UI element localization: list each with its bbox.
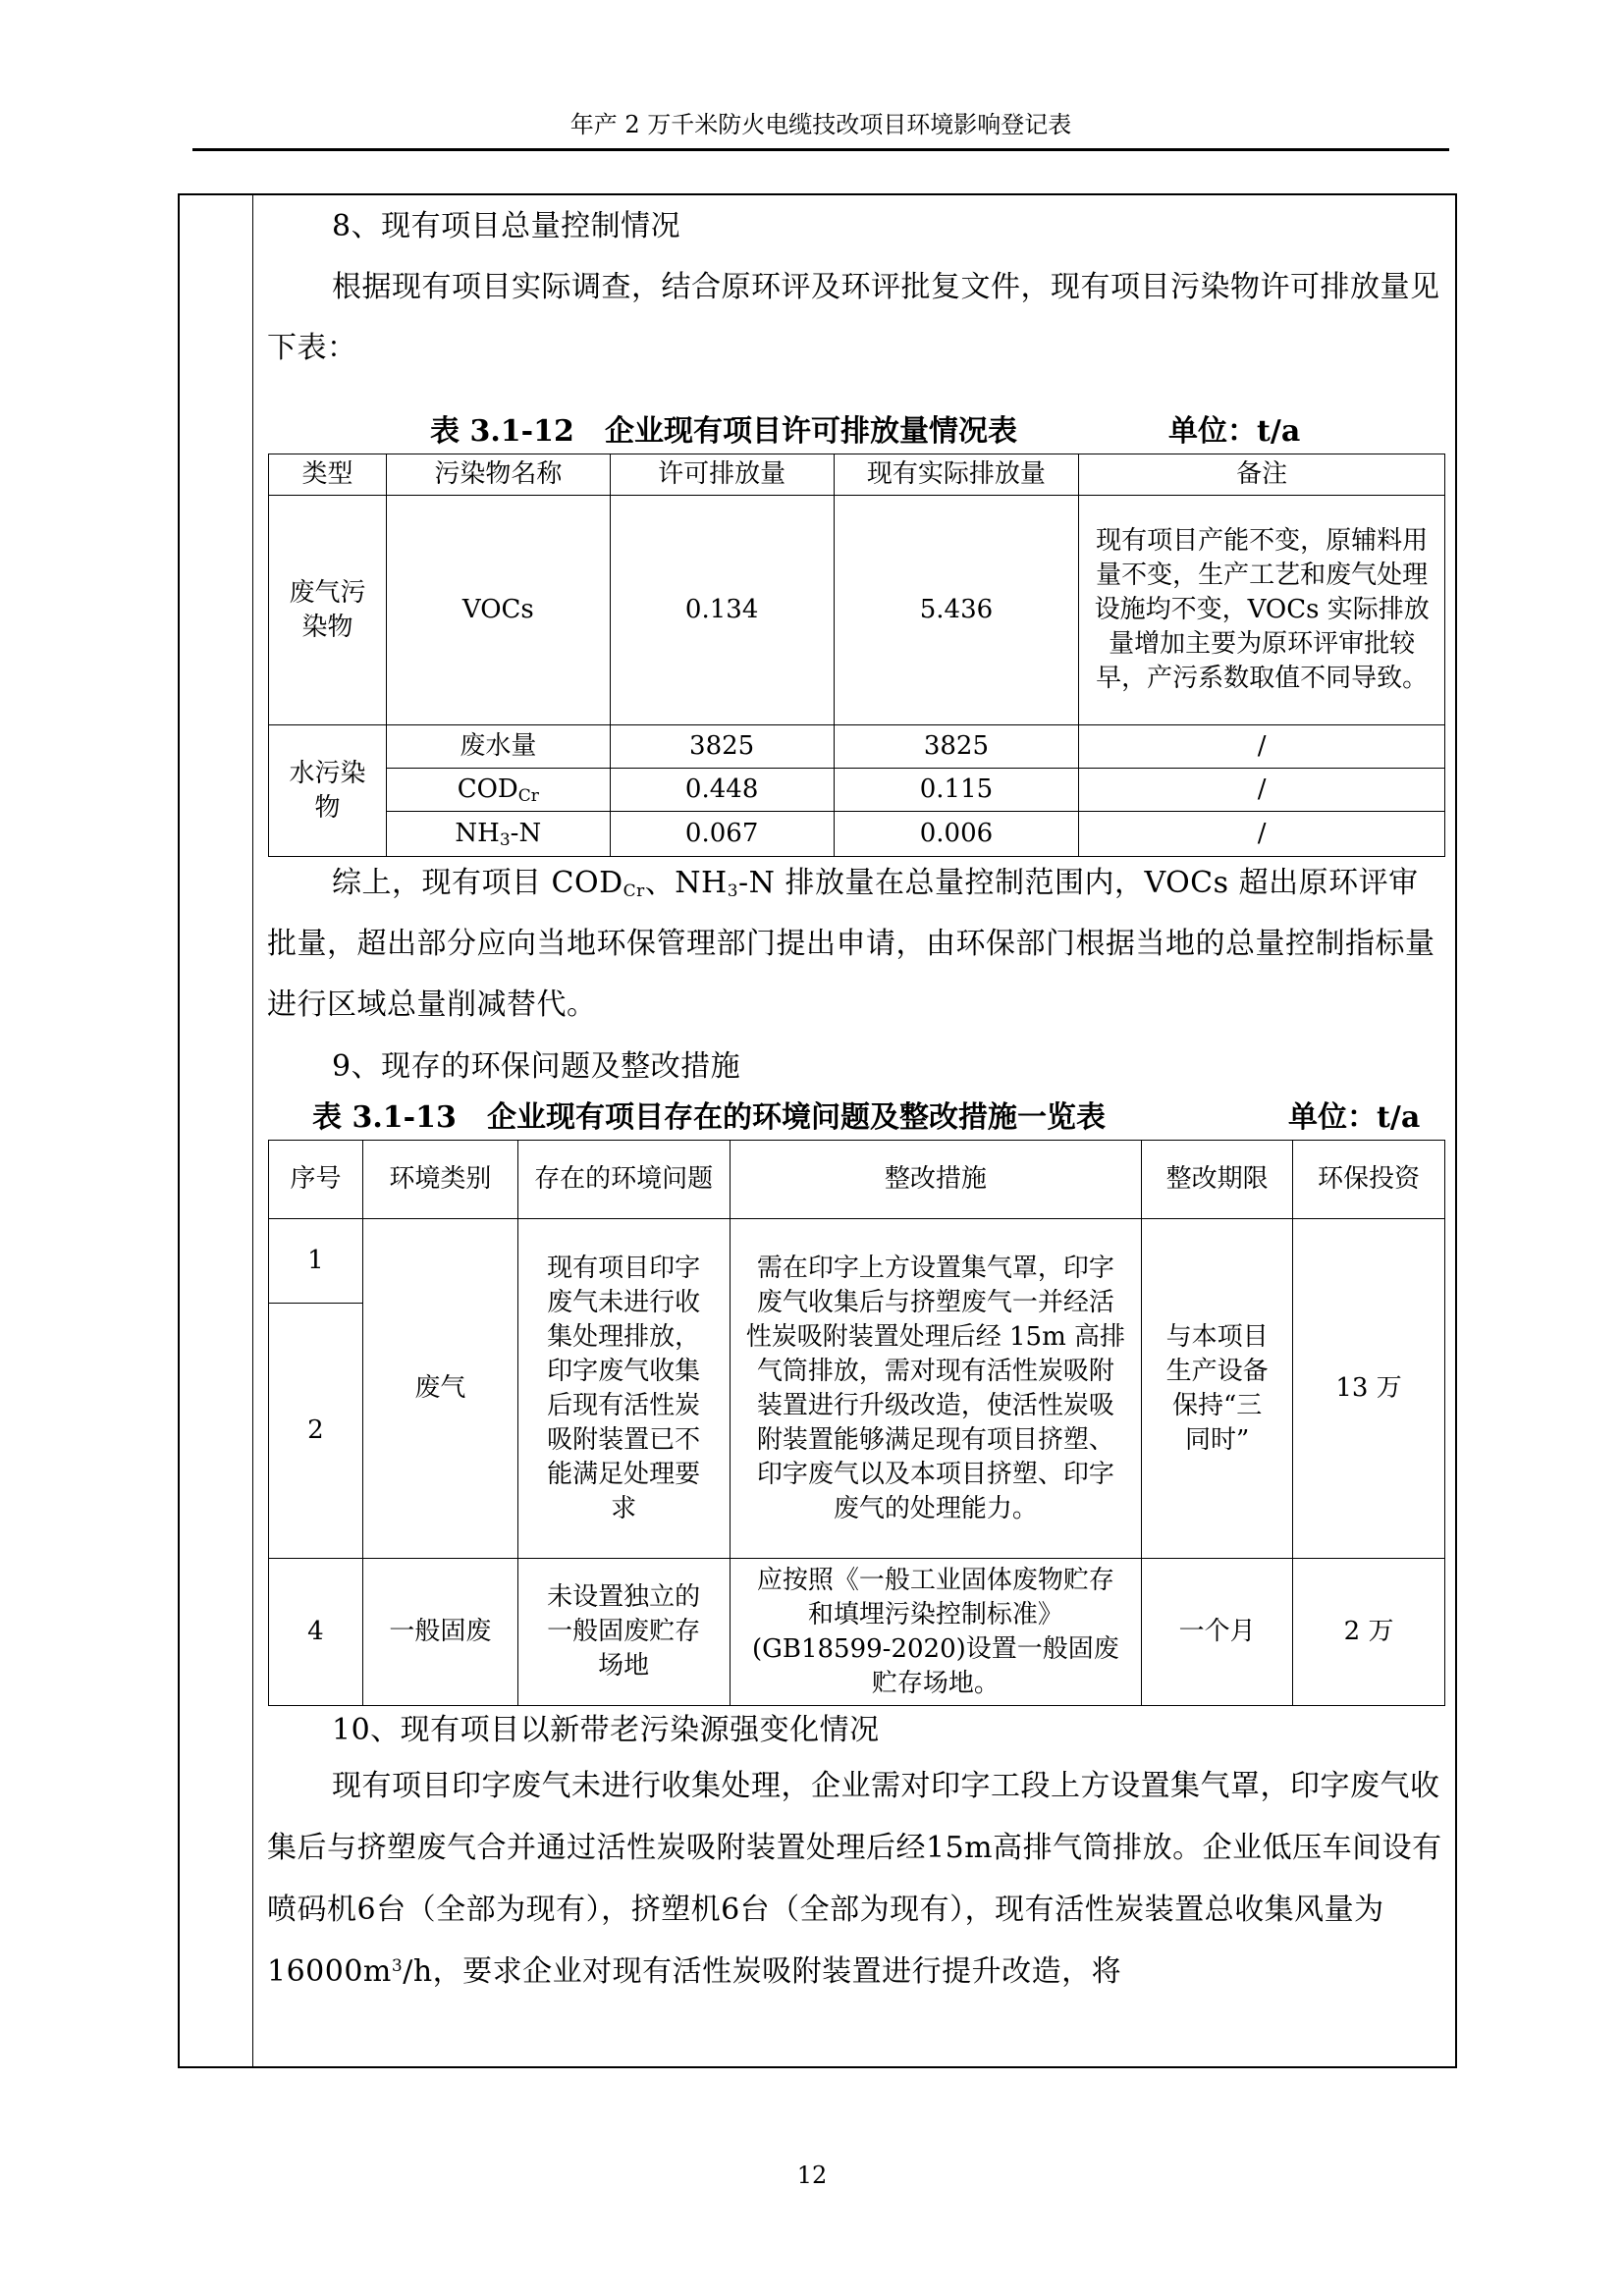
header-category: 环境类别 <box>362 1141 517 1219</box>
section-10-part-1: 现有项目印字废气未进行收集处理，企业需对印字工段上方设置集气罩，印字废气收集后与挤塑废气合并通过活性炭吸附装置处理后经15m高排气筒排放。企业低压车间设有喷码机6台（全部为现有），挤塑机6台（全部为现有），现有活性炭装置总收集风量为16000m <box>267 1769 1442 1989</box>
actual-voc: 5.436 <box>834 496 1079 725</box>
actual-nh3: 0.006 <box>834 812 1079 857</box>
summary-sub-3: 3 <box>727 881 739 901</box>
deadline-waste-gas: 与本项目生产设备保持“三同时” <box>1142 1219 1293 1559</box>
deadline-solid-waste: 一个月 <box>1142 1559 1293 1706</box>
nh3-subscript: 3 <box>499 830 511 850</box>
table-3-1-12-number: 表 3.1-12 <box>430 414 574 449</box>
header-permit: 许可排放量 <box>610 454 834 496</box>
table-3-1-13-unit: 单位：t/a <box>1288 1100 1421 1135</box>
permit-cod: 0.448 <box>610 769 834 812</box>
cod-subscript: Cr <box>517 786 539 806</box>
header-problem: 存在的环境问题 <box>517 1141 730 1219</box>
note-wastewater: / <box>1079 725 1445 769</box>
header-rule <box>192 148 1449 151</box>
summary-part-2: 、NH <box>644 866 728 900</box>
pollutant-cod <box>386 769 610 812</box>
permit-voc: 0.134 <box>610 496 834 725</box>
row-number-1: 1 <box>269 1219 363 1304</box>
table-row <box>269 1559 1445 1706</box>
header-no: 序号 <box>269 1141 363 1219</box>
table-row <box>269 725 1445 769</box>
section-10-paragraph <box>267 1755 1445 2002</box>
header-pollutant: 污染物名称 <box>386 454 610 496</box>
pollutant-voc: VOCs <box>386 496 610 725</box>
form-frame-divider <box>252 193 253 2068</box>
form-content <box>267 196 1445 2002</box>
nh3-label-a: NH <box>455 819 500 848</box>
problem-solid-waste: 未设置独立的一般固废贮存场地 <box>517 1559 730 1706</box>
table-3-1-12 <box>268 454 1445 857</box>
header-investment: 环保投资 <box>1293 1141 1445 1219</box>
permit-nh3: 0.067 <box>610 812 834 857</box>
summary-sub-cr: Cr <box>623 881 645 901</box>
summary-part-1: 综上，现有项目 COD <box>332 866 623 900</box>
page-number: 12 <box>796 2162 828 2189</box>
table-3-1-13-caption <box>267 1098 1445 1138</box>
investment-solid-waste: 2 万 <box>1293 1559 1445 1706</box>
summary-paragraph <box>267 853 1445 1036</box>
note-cod: / <box>1079 769 1445 812</box>
actual-cod: 0.115 <box>834 769 1079 812</box>
table-header-row <box>269 454 1445 496</box>
header-note: 备注 <box>1079 454 1445 496</box>
page-header: 年产 2 万千米防火电缆技改项目环境影响登记表 <box>569 111 1072 138</box>
section-8-heading: 8、现有项目总量控制情况 <box>332 209 681 243</box>
cod-label: COD <box>457 774 518 804</box>
header-actual: 现有实际排放量 <box>834 454 1079 496</box>
table-3-1-13-title: 企业现有项目存在的环境问题及整改措施一览表 <box>487 1100 1106 1135</box>
table-3-1-12-unit: 单位：t/a <box>1168 414 1301 449</box>
table-3-1-12-caption <box>267 412 1445 452</box>
category-waste-gas: 废气 <box>362 1219 517 1559</box>
note-voc: 现有项目产能不变，原辅料用量不变，生产工艺和废气处理设施均不变，VOCs 实际排放量增加主要为原环评审批较早，产污系数取值不同导致。 <box>1079 496 1445 725</box>
summary-part-3: -N 排放量在总量控制范围内，VOCs 超出原环评审批量，超出部分应向当地环保管理部门提出申请，由环保部门根据当地的总量控制指标量进行区域总量削减替代。 <box>267 866 1435 1022</box>
actual-wastewater: 3825 <box>834 725 1079 769</box>
measure-solid-waste: 应按照《一般工业固体废物贮存和填埋污染控制标准》(GB18599-2020)设置一般固废贮存场地。 <box>730 1559 1142 1706</box>
group-water: 水污染物 <box>269 725 387 857</box>
table-row <box>269 812 1445 857</box>
table-3-1-13-number: 表 3.1-13 <box>312 1100 457 1135</box>
row-number-2: 2 <box>269 1304 363 1559</box>
measure-waste-gas: 需在印字上方设置集气罩，印字废气收集后与挤塑废气一并经活性炭吸附装置处理后经 15m 高排气筒排放，需对现有活性炭吸附装置进行升级改造，使活性炭吸附装置能够满足现有项目挤塑、印字废气以及本项目挤塑、印字废气的处理能力。 <box>730 1219 1142 1559</box>
header-deadline: 整改期限 <box>1142 1141 1293 1219</box>
section-9-heading: 9、现存的环保问题及整改措施 <box>332 1049 741 1084</box>
section-8-intro: 根据现有项目实际调查，结合原环评及环评批复文件，现有项目污染物许可排放量见下表： <box>267 270 1440 365</box>
problem-waste-gas: 现有项目印字废气未进行收集处理排放，印字废气收集后现有活性炭吸附装置已不能满足处理要求 <box>517 1219 730 1559</box>
section-10-sup: 3 <box>391 1956 404 1976</box>
table-header-row <box>269 1141 1445 1219</box>
table-row <box>269 769 1445 812</box>
header-measure: 整改措施 <box>730 1141 1142 1219</box>
group-waste-gas: 废气污染物 <box>269 496 387 725</box>
category-solid-waste: 一般固废 <box>362 1559 517 1706</box>
row-number-4: 4 <box>269 1559 363 1706</box>
permit-wastewater: 3825 <box>610 725 834 769</box>
nh3-label-b: -N <box>510 819 542 848</box>
table-row <box>269 496 1445 725</box>
section-10-heading: 10、现有项目以新带老污染源强变化情况 <box>332 1713 880 1747</box>
investment-waste-gas: 13 万 <box>1293 1219 1445 1559</box>
table-3-1-13 <box>268 1140 1445 1706</box>
table-3-1-12-title: 企业现有项目许可排放量情况表 <box>605 414 1017 449</box>
section-10-part-2: /h，要求企业对现有活性炭吸附装置进行提升改造，将 <box>403 1954 1122 1989</box>
header-type: 类型 <box>269 454 387 496</box>
table-row <box>269 1219 1445 1304</box>
pollutant-nh3 <box>386 812 610 857</box>
pollutant-wastewater: 废水量 <box>386 725 610 769</box>
note-nh3: / <box>1079 812 1445 857</box>
